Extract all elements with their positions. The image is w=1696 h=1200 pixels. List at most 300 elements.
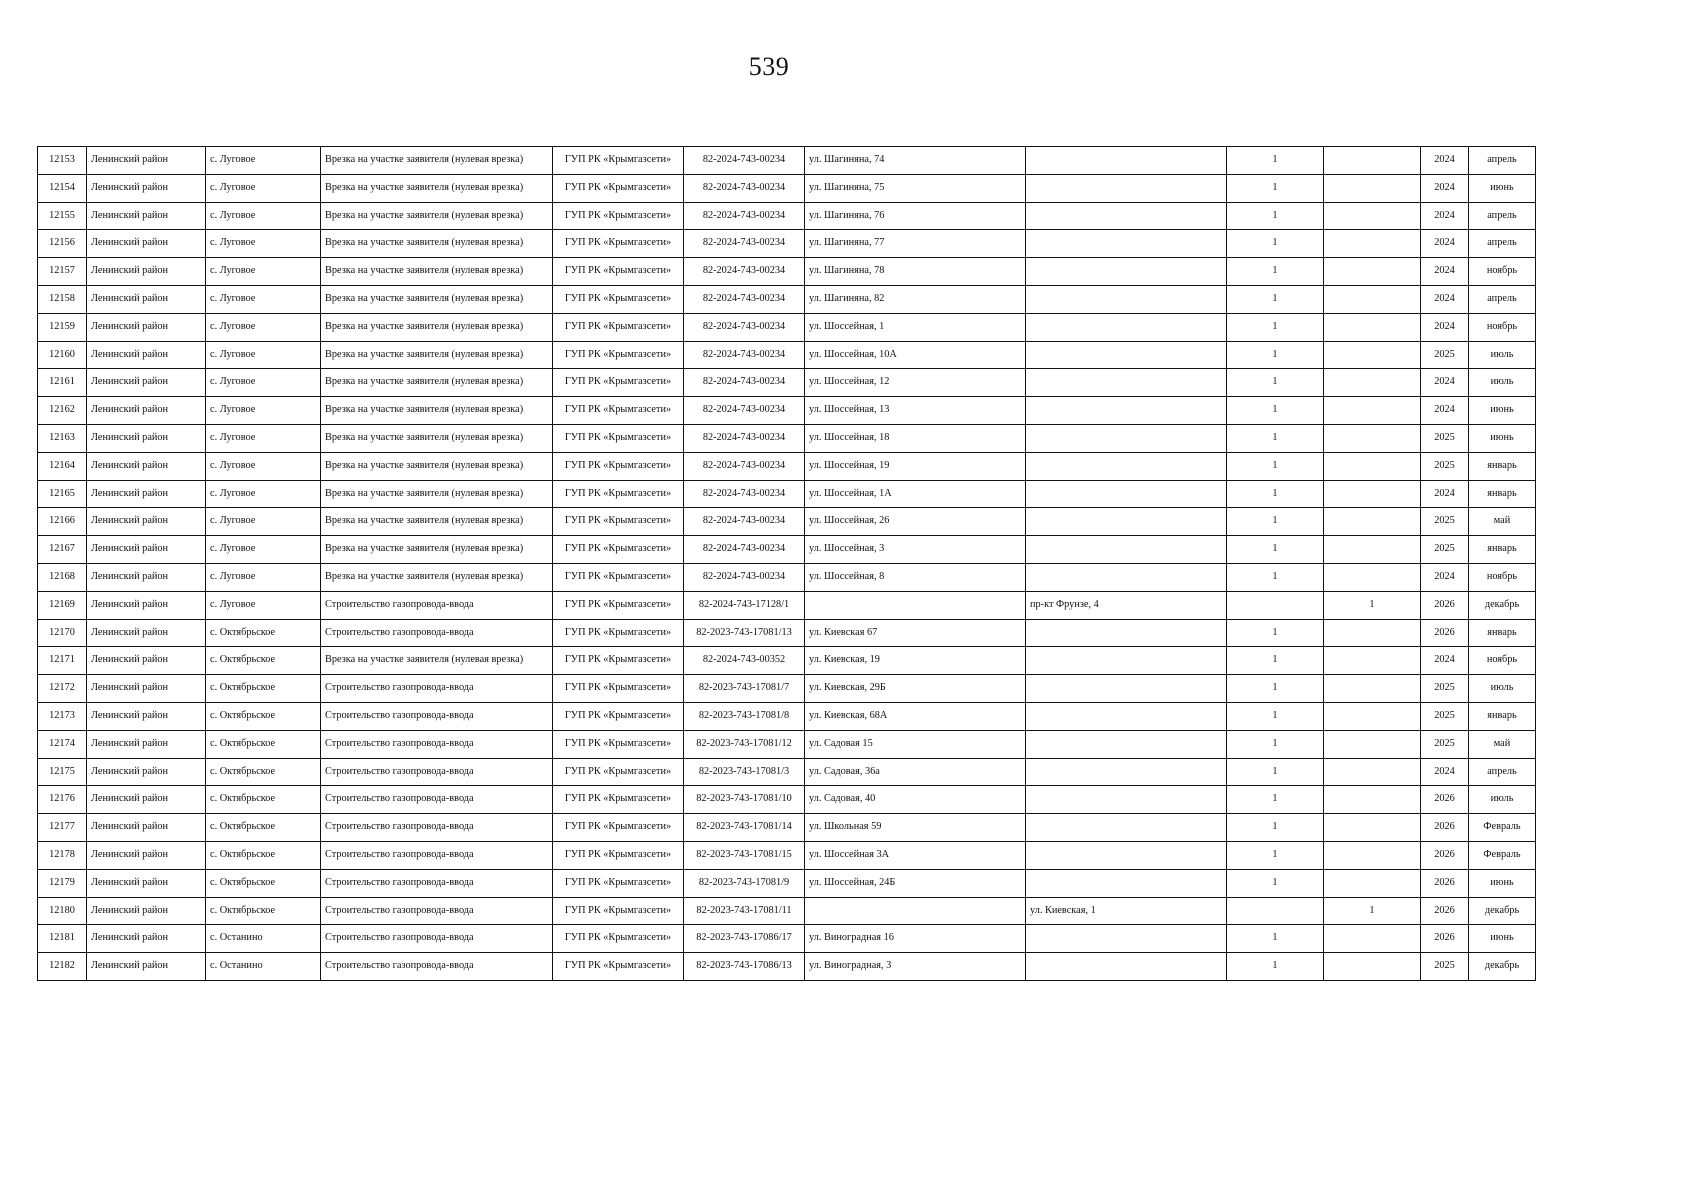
table-row [38, 841, 1536, 869]
application-code-cell: 82-2024-743-00234 [684, 341, 805, 369]
month-cell: декабрь [1469, 591, 1536, 619]
application-code-cell: 82-2024-743-00234 [684, 563, 805, 591]
address-alt-cell [1026, 814, 1227, 842]
district-cell: Ленинский район [87, 869, 206, 897]
row-number: 12158 [38, 285, 87, 313]
district-cell: Ленинский район [87, 619, 206, 647]
count-alt-cell [1324, 230, 1421, 258]
settlement-cell: с. Октябрьское [206, 814, 321, 842]
address-cell: ул. Шоссейная, 18 [805, 424, 1026, 452]
count-cell: 1 [1227, 230, 1324, 258]
settlement-cell: с. Луговое [206, 536, 321, 564]
table-row [38, 341, 1536, 369]
address-alt-cell [1026, 424, 1227, 452]
table-row [38, 758, 1536, 786]
settlement-cell: с. Октябрьское [206, 897, 321, 925]
gas-connection-table [37, 146, 1536, 981]
work-type-cell: Врезка на участке заявителя (нулевая врезка) [321, 508, 553, 536]
year-cell: 2025 [1421, 730, 1469, 758]
district-cell: Ленинский район [87, 369, 206, 397]
address-cell: ул. Киевская, 29Б [805, 675, 1026, 703]
count-cell: 1 [1227, 174, 1324, 202]
application-code-cell: 82-2024-743-00234 [684, 424, 805, 452]
application-code-cell: 82-2024-743-00234 [684, 452, 805, 480]
count-cell [1227, 591, 1324, 619]
row-number: 12161 [38, 369, 87, 397]
count-alt-cell: 1 [1324, 591, 1421, 619]
work-type-cell: Врезка на участке заявителя (нулевая врезка) [321, 174, 553, 202]
district-cell: Ленинский район [87, 258, 206, 286]
year-cell: 2026 [1421, 841, 1469, 869]
organization-cell: ГУП РК «Крымгазсети» [553, 480, 684, 508]
month-cell: июнь [1469, 424, 1536, 452]
address-cell [805, 897, 1026, 925]
application-code-cell: 82-2023-743-17081/12 [684, 730, 805, 758]
address-alt-cell [1026, 258, 1227, 286]
month-cell: январь [1469, 536, 1536, 564]
work-type-cell: Строительство газопровода-ввода [321, 591, 553, 619]
count-cell: 1 [1227, 675, 1324, 703]
month-cell: декабрь [1469, 897, 1536, 925]
row-number: 12175 [38, 758, 87, 786]
work-type-cell: Врезка на участке заявителя (нулевая врезка) [321, 285, 553, 313]
settlement-cell: с. Октябрьское [206, 869, 321, 897]
month-cell: апрель [1469, 230, 1536, 258]
application-code-cell: 82-2023-743-17081/10 [684, 786, 805, 814]
year-cell: 2025 [1421, 953, 1469, 981]
settlement-cell: с. Луговое [206, 313, 321, 341]
application-code-cell: 82-2024-743-00352 [684, 647, 805, 675]
address-alt-cell [1026, 758, 1227, 786]
district-cell: Ленинский район [87, 147, 206, 175]
row-number: 12159 [38, 313, 87, 341]
district-cell: Ленинский район [87, 925, 206, 953]
organization-cell: ГУП РК «Крымгазсети» [553, 841, 684, 869]
table-row [38, 258, 1536, 286]
year-cell: 2025 [1421, 702, 1469, 730]
work-type-cell: Врезка на участке заявителя (нулевая врезка) [321, 647, 553, 675]
address-cell: ул. Виноградная, 3 [805, 953, 1026, 981]
district-cell: Ленинский район [87, 341, 206, 369]
year-cell: 2025 [1421, 424, 1469, 452]
work-type-cell: Строительство газопровода-ввода [321, 841, 553, 869]
row-number: 12179 [38, 869, 87, 897]
settlement-cell: с. Луговое [206, 563, 321, 591]
year-cell: 2024 [1421, 258, 1469, 286]
month-cell: ноябрь [1469, 647, 1536, 675]
address-alt-cell [1026, 619, 1227, 647]
month-cell: январь [1469, 452, 1536, 480]
work-type-cell: Врезка на участке заявителя (нулевая врезка) [321, 258, 553, 286]
month-cell: июнь [1469, 174, 1536, 202]
address-cell: ул. Шоссейная, 12 [805, 369, 1026, 397]
count-cell: 1 [1227, 508, 1324, 536]
count-alt-cell [1324, 452, 1421, 480]
district-cell: Ленинский район [87, 230, 206, 258]
address-cell: ул. Шоссейная 3А [805, 841, 1026, 869]
settlement-cell: с. Октябрьское [206, 841, 321, 869]
month-cell: июнь [1469, 397, 1536, 425]
address-cell: ул. Шоссейная, 1А [805, 480, 1026, 508]
work-type-cell: Врезка на участке заявителя (нулевая врезка) [321, 202, 553, 230]
count-cell: 1 [1227, 647, 1324, 675]
district-cell: Ленинский район [87, 536, 206, 564]
count-cell: 1 [1227, 953, 1324, 981]
year-cell: 2024 [1421, 202, 1469, 230]
address-cell: ул. Шоссейная, 3 [805, 536, 1026, 564]
row-number: 12154 [38, 174, 87, 202]
table-row [38, 925, 1536, 953]
organization-cell: ГУП РК «Крымгазсети» [553, 869, 684, 897]
year-cell: 2026 [1421, 786, 1469, 814]
month-cell: апрель [1469, 758, 1536, 786]
application-code-cell: 82-2023-743-17081/8 [684, 702, 805, 730]
address-cell [805, 591, 1026, 619]
organization-cell: ГУП РК «Крымгазсети» [553, 536, 684, 564]
row-number: 12172 [38, 675, 87, 703]
table-row [38, 397, 1536, 425]
application-code-cell: 82-2024-743-00234 [684, 285, 805, 313]
district-cell: Ленинский район [87, 814, 206, 842]
row-number: 12181 [38, 925, 87, 953]
month-cell: июнь [1469, 869, 1536, 897]
year-cell: 2024 [1421, 285, 1469, 313]
settlement-cell: с. Луговое [206, 147, 321, 175]
work-type-cell: Врезка на участке заявителя (нулевая врезка) [321, 536, 553, 564]
work-type-cell: Врезка на участке заявителя (нулевая врезка) [321, 452, 553, 480]
count-cell: 1 [1227, 786, 1324, 814]
table-row [38, 814, 1536, 842]
address-alt-cell [1026, 202, 1227, 230]
table-row [38, 869, 1536, 897]
address-alt-cell [1026, 369, 1227, 397]
table-body [38, 147, 1536, 981]
table-row [38, 480, 1536, 508]
organization-cell: ГУП РК «Крымгазсети» [553, 758, 684, 786]
month-cell: январь [1469, 619, 1536, 647]
application-code-cell: 82-2023-743-17081/15 [684, 841, 805, 869]
application-code-cell: 82-2024-743-00234 [684, 369, 805, 397]
month-cell: июль [1469, 341, 1536, 369]
count-alt-cell [1324, 397, 1421, 425]
row-number: 12173 [38, 702, 87, 730]
application-code-cell: 82-2024-743-00234 [684, 258, 805, 286]
table-row [38, 675, 1536, 703]
count-cell: 1 [1227, 758, 1324, 786]
year-cell: 2024 [1421, 174, 1469, 202]
organization-cell: ГУП РК «Крымгазсети» [553, 953, 684, 981]
district-cell: Ленинский район [87, 563, 206, 591]
work-type-cell: Врезка на участке заявителя (нулевая врезка) [321, 230, 553, 258]
count-alt-cell [1324, 480, 1421, 508]
count-cell: 1 [1227, 814, 1324, 842]
settlement-cell: с. Луговое [206, 508, 321, 536]
count-alt-cell [1324, 202, 1421, 230]
count-cell: 1 [1227, 480, 1324, 508]
row-number: 12182 [38, 953, 87, 981]
table-row [38, 536, 1536, 564]
count-alt-cell [1324, 313, 1421, 341]
year-cell: 2024 [1421, 563, 1469, 591]
application-code-cell: 82-2023-743-17081/13 [684, 619, 805, 647]
count-cell: 1 [1227, 925, 1324, 953]
month-cell: июль [1469, 786, 1536, 814]
row-number: 12155 [38, 202, 87, 230]
address-cell: ул. Шагиняна, 74 [805, 147, 1026, 175]
district-cell: Ленинский район [87, 285, 206, 313]
address-cell: ул. Шоссейная, 24Б [805, 869, 1026, 897]
organization-cell: ГУП РК «Крымгазсети» [553, 897, 684, 925]
page-number: 539 [748, 52, 790, 81]
application-code-cell: 82-2024-743-00234 [684, 230, 805, 258]
table-row [38, 953, 1536, 981]
district-cell: Ленинский район [87, 452, 206, 480]
organization-cell: ГУП РК «Крымгазсети» [553, 424, 684, 452]
address-cell: ул. Шоссейная, 1 [805, 313, 1026, 341]
table-row [38, 563, 1536, 591]
count-alt-cell [1324, 841, 1421, 869]
count-cell: 1 [1227, 730, 1324, 758]
month-cell: январь [1469, 702, 1536, 730]
application-code-cell: 82-2024-743-00234 [684, 202, 805, 230]
organization-cell: ГУП РК «Крымгазсети» [553, 452, 684, 480]
row-number: 12163 [38, 424, 87, 452]
year-cell: 2025 [1421, 508, 1469, 536]
address-alt-cell [1026, 341, 1227, 369]
year-cell: 2026 [1421, 591, 1469, 619]
count-alt-cell [1324, 508, 1421, 536]
year-cell: 2025 [1421, 536, 1469, 564]
count-alt-cell [1324, 758, 1421, 786]
count-alt-cell [1324, 869, 1421, 897]
application-code-cell: 82-2024-743-00234 [684, 313, 805, 341]
settlement-cell: с. Октябрьское [206, 647, 321, 675]
organization-cell: ГУП РК «Крымгазсети» [553, 647, 684, 675]
count-alt-cell [1324, 147, 1421, 175]
application-code-cell: 82-2024-743-17128/1 [684, 591, 805, 619]
settlement-cell: с. Луговое [206, 480, 321, 508]
address-alt-cell [1026, 480, 1227, 508]
settlement-cell: с. Октябрьское [206, 786, 321, 814]
settlement-cell: с. Останино [206, 925, 321, 953]
count-alt-cell [1324, 675, 1421, 703]
address-alt-cell [1026, 953, 1227, 981]
organization-cell: ГУП РК «Крымгазсети» [553, 313, 684, 341]
work-type-cell: Строительство газопровода-ввода [321, 730, 553, 758]
address-cell: ул. Шагиняна, 82 [805, 285, 1026, 313]
organization-cell: ГУП РК «Крымгазсети» [553, 258, 684, 286]
application-code-cell: 82-2023-743-17081/9 [684, 869, 805, 897]
application-code-cell: 82-2023-743-17086/13 [684, 953, 805, 981]
row-number: 12177 [38, 814, 87, 842]
work-type-cell: Врезка на участке заявителя (нулевая врезка) [321, 341, 553, 369]
application-code-cell: 82-2024-743-00234 [684, 147, 805, 175]
address-alt-cell [1026, 313, 1227, 341]
application-code-cell: 82-2024-743-00234 [684, 397, 805, 425]
address-alt-cell [1026, 925, 1227, 953]
work-type-cell: Врезка на участке заявителя (нулевая врезка) [321, 397, 553, 425]
year-cell: 2024 [1421, 480, 1469, 508]
month-cell: Февраль [1469, 814, 1536, 842]
organization-cell: ГУП РК «Крымгазсети» [553, 147, 684, 175]
month-cell: май [1469, 730, 1536, 758]
table-row [38, 508, 1536, 536]
month-cell: апрель [1469, 202, 1536, 230]
table-row [38, 730, 1536, 758]
count-cell: 1 [1227, 536, 1324, 564]
settlement-cell: с. Октябрьское [206, 758, 321, 786]
district-cell: Ленинский район [87, 841, 206, 869]
year-cell: 2024 [1421, 758, 1469, 786]
count-alt-cell [1324, 647, 1421, 675]
row-number: 12171 [38, 647, 87, 675]
district-cell: Ленинский район [87, 313, 206, 341]
organization-cell: ГУП РК «Крымгазсети» [553, 174, 684, 202]
address-alt-cell [1026, 397, 1227, 425]
address-alt-cell [1026, 452, 1227, 480]
work-type-cell: Врезка на участке заявителя (нулевая врезка) [321, 480, 553, 508]
address-cell: ул. Садовая, 36а [805, 758, 1026, 786]
district-cell: Ленинский район [87, 647, 206, 675]
month-cell: декабрь [1469, 953, 1536, 981]
month-cell: ноябрь [1469, 313, 1536, 341]
year-cell: 2026 [1421, 897, 1469, 925]
district-cell: Ленинский район [87, 591, 206, 619]
year-cell: 2024 [1421, 369, 1469, 397]
count-alt-cell: 1 [1324, 897, 1421, 925]
work-type-cell: Строительство газопровода-ввода [321, 758, 553, 786]
address-cell: ул. Садовая, 40 [805, 786, 1026, 814]
month-cell: апрель [1469, 147, 1536, 175]
work-type-cell: Врезка на участке заявителя (нулевая врезка) [321, 424, 553, 452]
address-cell: ул. Шоссейная, 13 [805, 397, 1026, 425]
address-cell: ул. Шоссейная, 19 [805, 452, 1026, 480]
count-cell: 1 [1227, 369, 1324, 397]
row-number: 12180 [38, 897, 87, 925]
work-type-cell: Врезка на участке заявителя (нулевая врезка) [321, 369, 553, 397]
count-cell: 1 [1227, 397, 1324, 425]
year-cell: 2024 [1421, 313, 1469, 341]
address-alt-cell [1026, 869, 1227, 897]
settlement-cell: с. Октябрьское [206, 730, 321, 758]
application-code-cell: 82-2024-743-00234 [684, 536, 805, 564]
organization-cell: ГУП РК «Крымгазсети» [553, 508, 684, 536]
work-type-cell: Строительство газопровода-ввода [321, 786, 553, 814]
organization-cell: ГУП РК «Крымгазсети» [553, 619, 684, 647]
settlement-cell: с. Октябрьское [206, 702, 321, 730]
settlement-cell: с. Октябрьское [206, 675, 321, 703]
month-cell: Февраль [1469, 841, 1536, 869]
year-cell: 2024 [1421, 230, 1469, 258]
address-cell: ул. Шоссейная, 10А [805, 341, 1026, 369]
count-alt-cell [1324, 536, 1421, 564]
settlement-cell: с. Луговое [206, 424, 321, 452]
row-number: 12165 [38, 480, 87, 508]
district-cell: Ленинский район [87, 480, 206, 508]
row-number: 12164 [38, 452, 87, 480]
year-cell: 2025 [1421, 452, 1469, 480]
count-cell: 1 [1227, 313, 1324, 341]
address-alt-cell [1026, 675, 1227, 703]
address-cell: ул. Киевская 67 [805, 619, 1026, 647]
work-type-cell: Строительство газопровода-ввода [321, 897, 553, 925]
row-number: 12156 [38, 230, 87, 258]
table-row [38, 313, 1536, 341]
settlement-cell: с. Останино [206, 953, 321, 981]
address-alt-cell [1026, 536, 1227, 564]
application-code-cell: 82-2023-743-17081/3 [684, 758, 805, 786]
count-alt-cell [1324, 702, 1421, 730]
work-type-cell: Строительство газопровода-ввода [321, 619, 553, 647]
application-code-cell: 82-2023-743-17081/7 [684, 675, 805, 703]
year-cell: 2026 [1421, 619, 1469, 647]
table-row [38, 452, 1536, 480]
organization-cell: ГУП РК «Крымгазсети» [553, 230, 684, 258]
settlement-cell: с. Луговое [206, 258, 321, 286]
address-alt-cell [1026, 730, 1227, 758]
settlement-cell: с. Октябрьское [206, 619, 321, 647]
district-cell: Ленинский район [87, 730, 206, 758]
district-cell: Ленинский район [87, 897, 206, 925]
count-cell: 1 [1227, 424, 1324, 452]
count-cell: 1 [1227, 869, 1324, 897]
settlement-cell: с. Луговое [206, 285, 321, 313]
table-row [38, 619, 1536, 647]
organization-cell: ГУП РК «Крымгазсети» [553, 786, 684, 814]
address-cell: ул. Киевская, 19 [805, 647, 1026, 675]
table-row [38, 147, 1536, 175]
table-row [38, 285, 1536, 313]
address-alt-cell [1026, 508, 1227, 536]
count-alt-cell [1324, 174, 1421, 202]
district-cell: Ленинский район [87, 702, 206, 730]
month-cell: июль [1469, 369, 1536, 397]
table-row [38, 174, 1536, 202]
count-cell: 1 [1227, 202, 1324, 230]
district-cell: Ленинский район [87, 508, 206, 536]
count-cell: 1 [1227, 702, 1324, 730]
row-number: 12169 [38, 591, 87, 619]
organization-cell: ГУП РК «Крымгазсети» [553, 563, 684, 591]
year-cell: 2026 [1421, 925, 1469, 953]
settlement-cell: с. Луговое [206, 591, 321, 619]
district-cell: Ленинский район [87, 675, 206, 703]
row-number: 12168 [38, 563, 87, 591]
table-row [38, 702, 1536, 730]
count-cell: 1 [1227, 341, 1324, 369]
count-cell: 1 [1227, 452, 1324, 480]
application-code-cell: 82-2023-743-17081/14 [684, 814, 805, 842]
organization-cell: ГУП РК «Крымгазсети» [553, 730, 684, 758]
address-alt-cell: ул. Киевская, 1 [1026, 897, 1227, 925]
application-code-cell: 82-2024-743-00234 [684, 174, 805, 202]
count-alt-cell [1324, 786, 1421, 814]
count-cell: 1 [1227, 285, 1324, 313]
settlement-cell: с. Луговое [206, 369, 321, 397]
organization-cell: ГУП РК «Крымгазсети» [553, 675, 684, 703]
application-code-cell: 82-2024-743-00234 [684, 508, 805, 536]
row-number: 12178 [38, 841, 87, 869]
application-code-cell: 82-2023-743-17081/11 [684, 897, 805, 925]
count-alt-cell [1324, 341, 1421, 369]
count-alt-cell [1324, 258, 1421, 286]
month-cell: июнь [1469, 925, 1536, 953]
year-cell: 2026 [1421, 814, 1469, 842]
year-cell: 2026 [1421, 869, 1469, 897]
table-row [38, 897, 1536, 925]
month-cell: май [1469, 508, 1536, 536]
month-cell: июль [1469, 675, 1536, 703]
